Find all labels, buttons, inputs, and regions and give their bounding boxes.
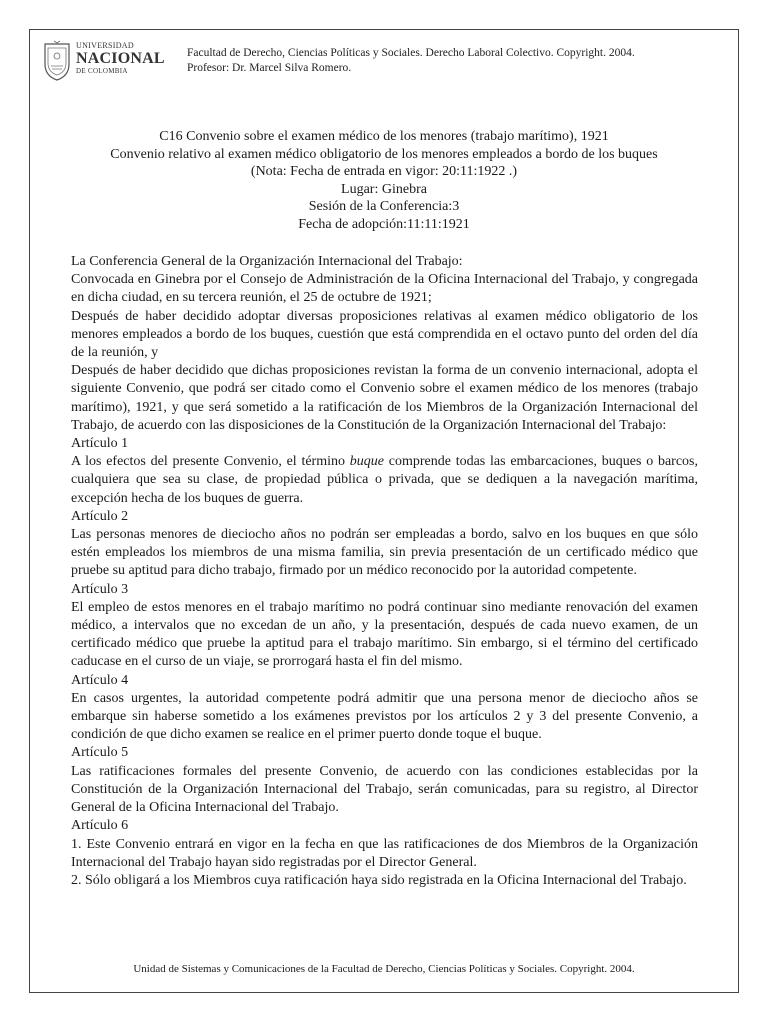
article-1-term: buque bbox=[349, 454, 384, 470]
title-line-1: C16 Convenio sobre el examen médico de los menores (trabajo marítimo), 1921 bbox=[159, 129, 609, 144]
article-4-text: En casos urgentes, la autoridad competente podrá admitir que una persona menor de dieciocho años se embarque sin haberse sometido a los exámenes previstos por los artículos 2 y 3 del presente Convenio, a condición de que dicho examen se realice en el primer puerto donde toque el buque. bbox=[71, 690, 698, 743]
intro-line: La Conferencia General de la Organización Internacional del Trabajo: bbox=[71, 254, 463, 269]
paragraph-decidido-adoptar: Después de haber decidido adoptar diversas proposiciones relativas al examen médico obligatorio de los menores empleados a bordo de los buques, cuestión que está comprendida en el octavo punto del orden del día de la reunión, y bbox=[71, 308, 698, 361]
title-line-2: Convenio relativo al examen médico obligatorio de los menores empleados a bordo de los buques bbox=[110, 146, 658, 162]
university-logo-line1: UNIVERSIDAD bbox=[76, 41, 134, 50]
article-2-heading: Artículo 2 bbox=[71, 508, 129, 524]
title-line-3: (Nota: Fecha de entrada en vigor: 20:11:1922 .) bbox=[250, 164, 518, 179]
article-4-heading: Artículo 4 bbox=[71, 672, 129, 688]
course-line: Facultad de Derecho, Ciencias Políticas y Sociales. Derecho Laboral Colectivo. Copyright. 2004. bbox=[187, 47, 635, 59]
university-logo-line3: DE COLOMBIA bbox=[76, 67, 128, 75]
document-body bbox=[71, 253, 698, 890]
page-footer: Unidad de Sistemas y Comunicaciones de la Facultad de Derecho, Ciencias Políticas y Sociales. Copyright. 2004. bbox=[133, 963, 635, 975]
title-line-4: Lugar: Ginebra bbox=[341, 181, 427, 197]
university-logo-line2: NACIONAL bbox=[76, 50, 165, 67]
page-header bbox=[42, 38, 732, 88]
article-3-heading: Artículo 3 bbox=[71, 581, 129, 597]
article-6-paragraph-2: 2. Sólo obligará a los Miembros cuya ratificación haya sido registrada en la Oficina Internacional del Trabajo. bbox=[71, 872, 687, 888]
professor-line: Profesor: Dr. Marcel Silva Romero. bbox=[187, 62, 352, 74]
university-seal-icon bbox=[42, 40, 72, 82]
title-line-5: Sesión de la Conferencia:3 bbox=[308, 199, 460, 214]
article-1-text bbox=[71, 453, 698, 508]
document-title bbox=[60, 128, 708, 233]
article-5-text: Las ratificaciones formales del presente Convenio, de acuerdo con las condiciones establecidas por la Constitución de la Organización Internacional del Trabajo, serán comunicadas, para su registro, al Director General de la Oficina Internacional del Trabajo. bbox=[71, 763, 698, 816]
article-2-text: Las personas menores de dieciocho años no podrán ser empleadas a bordo, salvo en los buques en que sólo estén empleados los miembros de una misma familia, sin previa presentación de un certificado médico que pruebe su aptitud para dicho trabajo, firmado por un médico reconocido por la autoridad competente. bbox=[71, 527, 698, 579]
article-3-text: El empleo de estos menores en el trabajo marítimo no podrá continuar sino mediante renovación del examen médico, a intervalos que no excedan de un año, y la presentación, después de cada nuevo examen, de un certificado médico que pruebe la aptitud para el trabajo marítimo. Sin embargo, si el término del certificado caducase en el curso de un viaje, se prorrogará hasta el fin del mismo. bbox=[71, 599, 698, 670]
article-6-paragraph-1: 1. Este Convenio entrará en vigor en la fecha en que las ratificaciones de dos Miembros de la Organización Internacional del Trabajo hayan sido registradas por el Director General. bbox=[71, 836, 698, 870]
article-1-heading: Artículo 1 bbox=[71, 436, 129, 452]
article-1-text-end: comprende todas las embarcaciones, buques o barcos, cualquiera que sea su clase, de propiedad pública o privada, que se dediquen a la navegación marítima, excepción hecha de los buques de guerra. bbox=[71, 454, 698, 506]
article-5-heading: Artículo 5 bbox=[71, 745, 129, 761]
title-line-6: Fecha de adopción:11:11:1921 bbox=[298, 216, 470, 232]
article-6-heading: Artículo 6 bbox=[71, 818, 129, 834]
article-1-text-start: A los efectos del presente Convenio, el término bbox=[71, 454, 350, 470]
paragraph-convocada: Convocada en Ginebra por el Consejo de Administración de la Oficina Internacional del Trabajo, y congregada en dicha ciudad, en su tercera reunión, el 25 de octubre de 1921; bbox=[71, 272, 698, 306]
header-text bbox=[187, 46, 635, 76]
paragraph-decidido-forma: Después de haber decidido que dichas proposiciones revistan la forma de un convenio internacional, adopta el siguiente Convenio, que podrá ser citado como el Convenio sobre el examen médico de los menores (trabajo marítimo), 1921, y que será sometido a la ratificación de los Miembros de la Organización Internacional del Trabajo, de acuerdo con las disposiciones de la Constitución de la Organización Internacional del Trabajo: bbox=[71, 363, 698, 433]
university-logotype bbox=[76, 42, 165, 75]
